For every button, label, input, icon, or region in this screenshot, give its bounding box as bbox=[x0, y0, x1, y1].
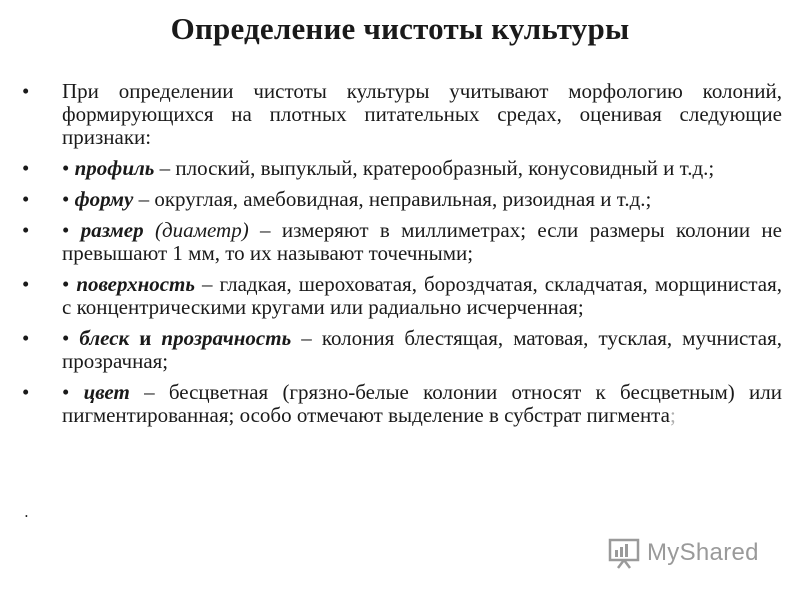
gloss-text: – колония блестящая, матовая, тусклая, мучнистая, прозрачная; bbox=[62, 326, 782, 373]
term-size: размер bbox=[80, 218, 144, 242]
bullet-marker: • bbox=[22, 326, 30, 350]
bullet-color bbox=[22, 381, 782, 427]
term-surface: поверхность bbox=[76, 272, 195, 296]
bullet-marker: • bbox=[22, 79, 30, 103]
size-text: – измеряют в миллиметрах; если размеры колонии не превышают 1 мм, то их называют точечными; bbox=[62, 218, 782, 265]
intro-text: При определении чистоты культуры учитывают морфологию колоний, формирующихся на плотных питательных средах, оценивая следующие признаки: bbox=[62, 79, 782, 149]
bullet-surface bbox=[22, 273, 782, 319]
term-color: цвет bbox=[83, 380, 130, 404]
bullet-list bbox=[22, 80, 782, 435]
term-profile: профиль bbox=[74, 156, 155, 180]
profile-text: – плоский, выпуклый, кратерообразный, конусовидный и т.д.; bbox=[154, 156, 715, 180]
slide-title: Определение чистоты культуры bbox=[170, 11, 630, 46]
presentation-chart-icon bbox=[607, 536, 641, 570]
shape-text: – округлая, амебовидная, неправильная, ризоидная и т.д.; bbox=[133, 187, 652, 211]
term-gloss: блеск bbox=[79, 326, 130, 350]
inline-bullet: • bbox=[62, 218, 81, 242]
bullet-marker: • bbox=[22, 218, 30, 242]
surface-text: – гладкая, шероховатая, бороздчатая, складчатая, морщинистая, с концентрическими кругами или радиально исчерченная; bbox=[62, 272, 782, 319]
bullet-marker: • bbox=[22, 156, 30, 180]
inline-bullet: • bbox=[62, 187, 75, 211]
bullet-marker: • bbox=[22, 187, 30, 211]
stray-bullet: • bbox=[25, 512, 28, 521]
bullet-intro bbox=[22, 80, 782, 149]
term-transparency: прозрачность bbox=[161, 326, 292, 350]
watermark-text: MyShared bbox=[647, 539, 759, 566]
bullet-marker: • bbox=[22, 272, 30, 296]
inline-bullet: • bbox=[62, 156, 75, 180]
bullet-gloss bbox=[22, 327, 782, 373]
bullet-shape bbox=[22, 188, 782, 211]
bullet-marker: • bbox=[22, 380, 30, 404]
color-text-tail: ; bbox=[669, 403, 676, 427]
size-parenthetical: (диаметр) bbox=[143, 218, 249, 242]
term-shape: форму bbox=[74, 187, 134, 211]
color-text: – бесцветная (грязно-белые колонии относят к бесцветным) или пигментированная; особо отмечают выделение в субстрат пигмента bbox=[62, 380, 782, 427]
inline-bullet: • bbox=[62, 272, 77, 296]
inline-bullet: • bbox=[62, 380, 84, 404]
bullet-profile bbox=[22, 157, 782, 180]
bullet-size bbox=[22, 219, 782, 265]
inline-bullet: • bbox=[62, 326, 80, 350]
watermark-logo bbox=[607, 535, 759, 571]
gloss-conjunction: и bbox=[129, 326, 162, 350]
